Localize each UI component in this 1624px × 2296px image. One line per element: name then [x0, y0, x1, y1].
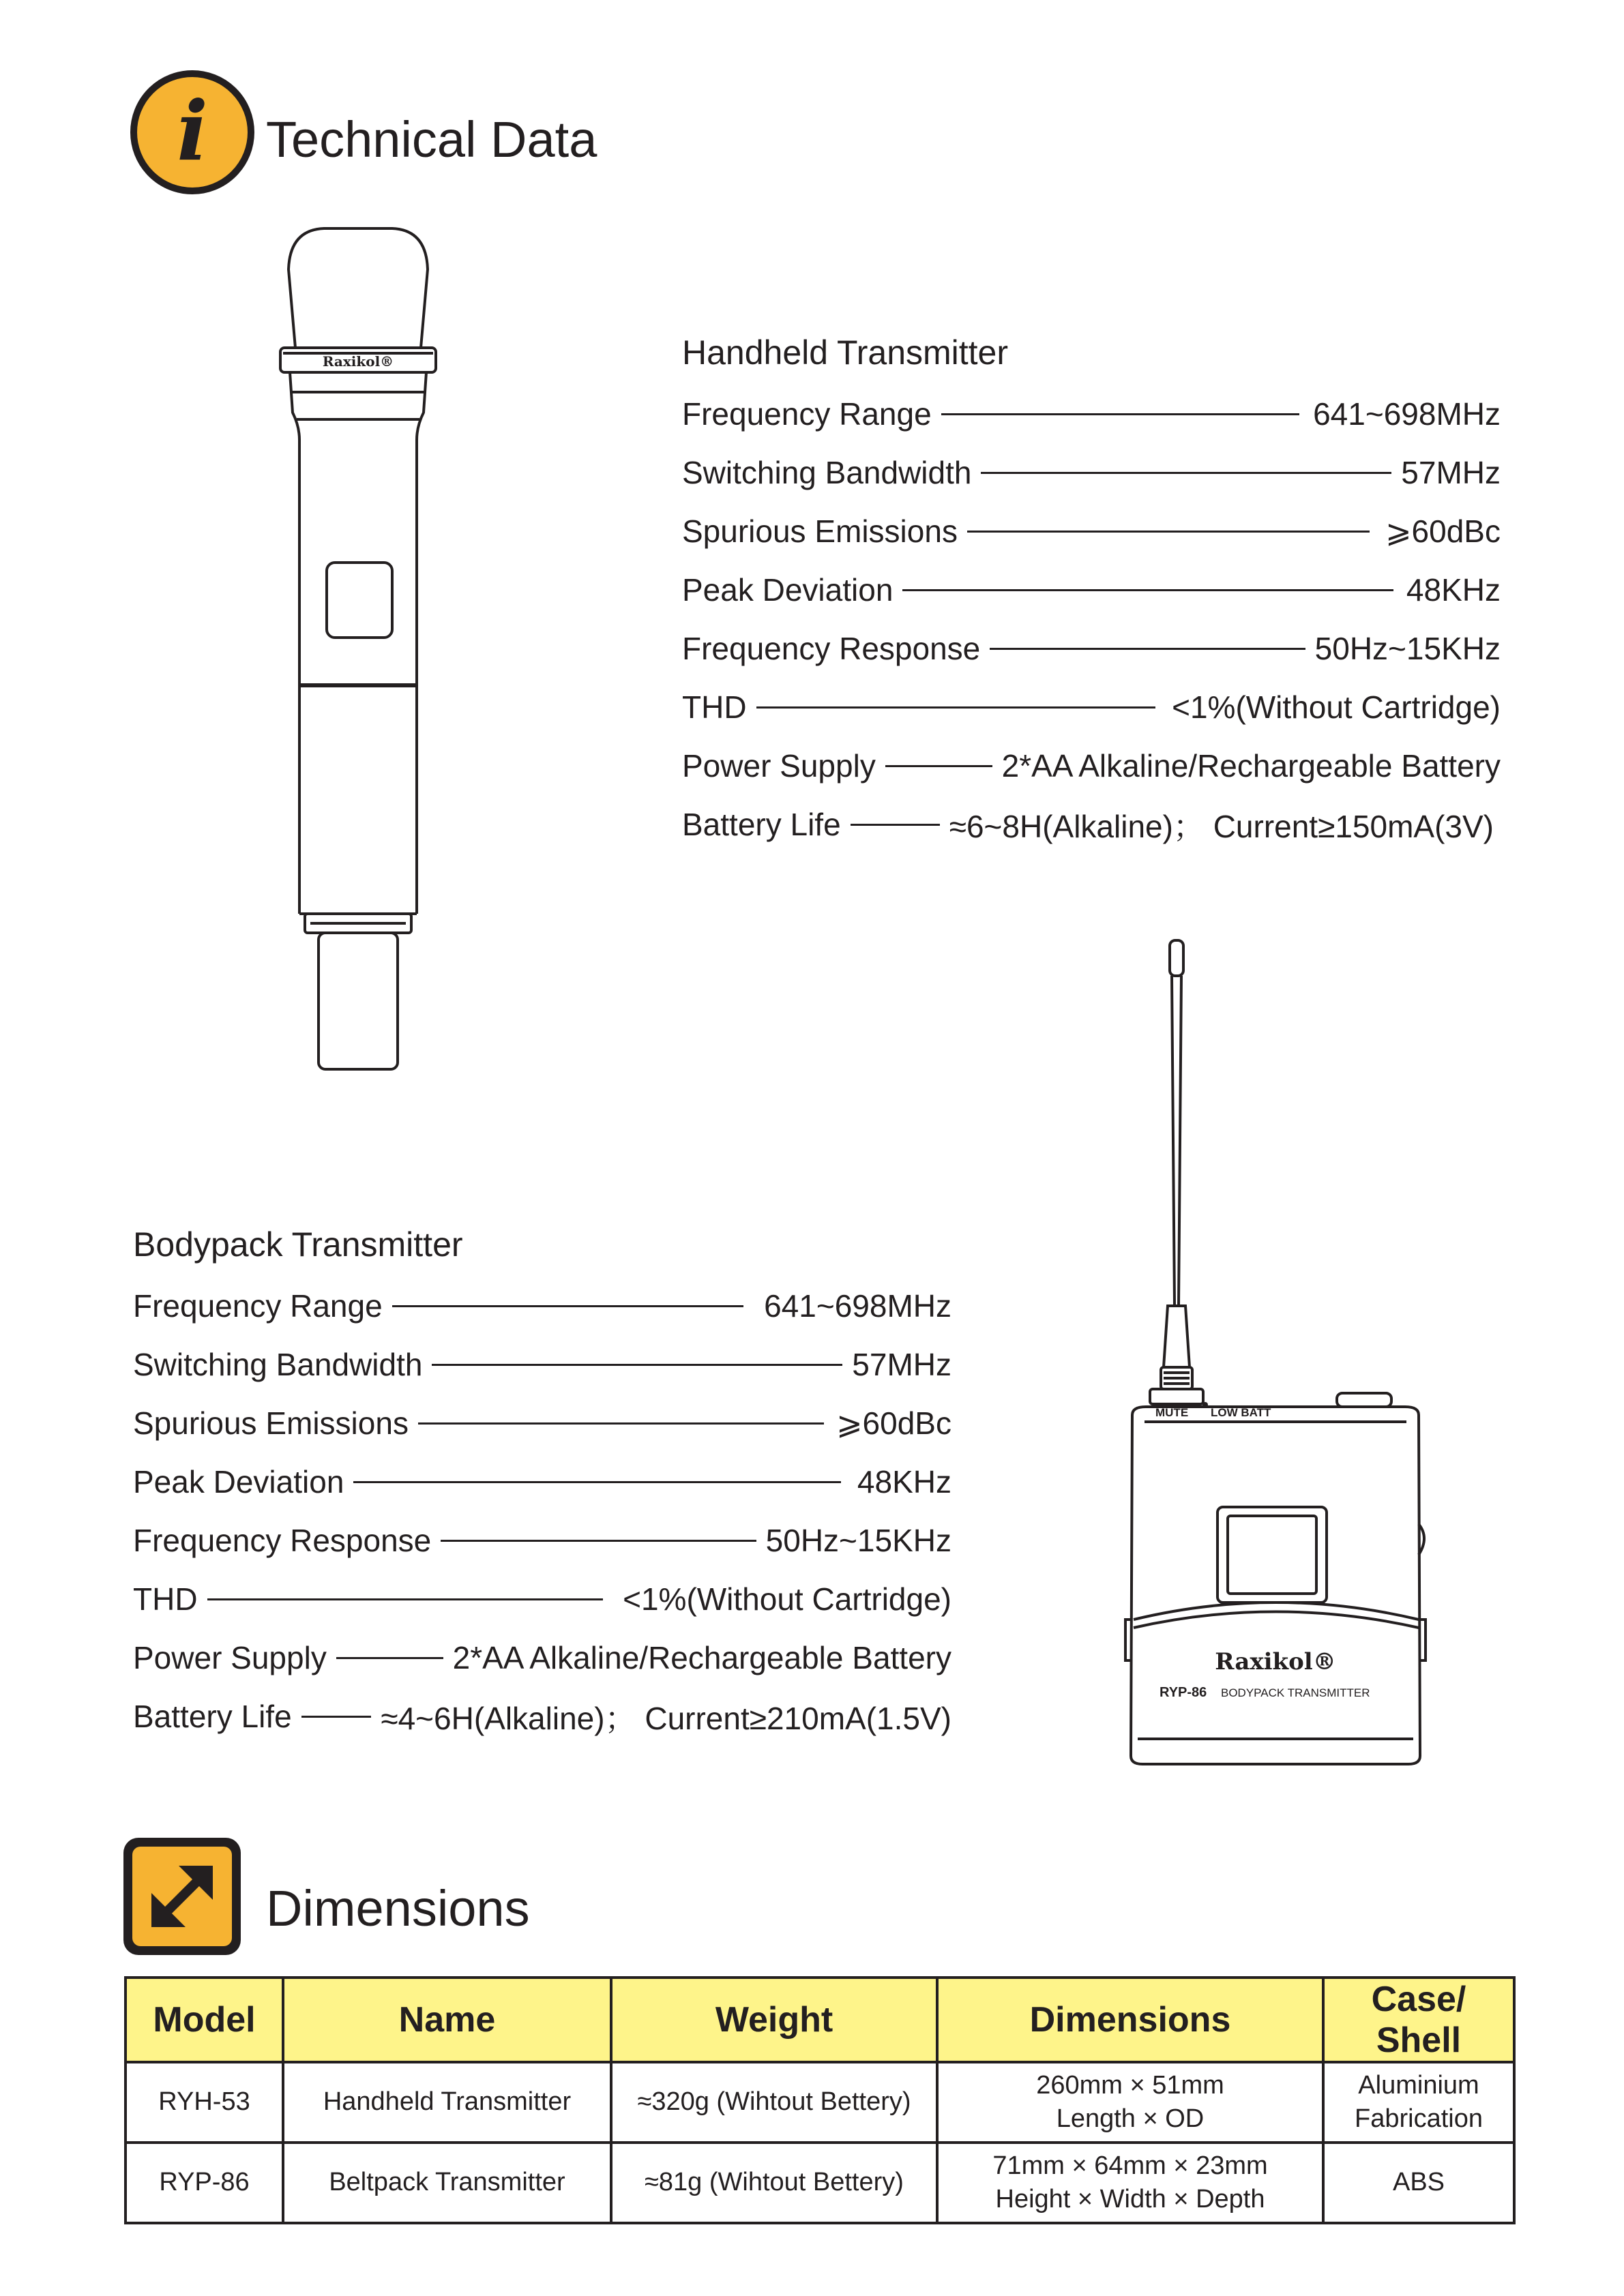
spec-value: 2*AA Alkaline/Rechargeable Battery — [452, 1640, 951, 1675]
spec-row — [133, 1461, 951, 1502]
case-cell — [1323, 2062, 1514, 2143]
spec-row — [133, 1520, 951, 1561]
spec-label: Power Supply — [682, 748, 876, 784]
table-header-row — [126, 1978, 1514, 2062]
spec-row — [133, 1403, 951, 1444]
spec-label: Battery Life — [133, 1699, 292, 1734]
spec-value: ⩾60dBc — [836, 1405, 951, 1441]
resize-arrows-icon — [120, 1834, 244, 1958]
weight-cell: ≈81g (Wihtout Bettery) — [611, 2143, 937, 2223]
spec-value: 641~698MHz — [764, 1288, 951, 1324]
leader-line — [902, 589, 1393, 591]
spec-value: <1%(Without Cartridge) — [623, 1581, 951, 1617]
spec-value: ≈6~8H(Alkaline)； Current≥150mA(3V) — [949, 809, 1494, 844]
leader-line — [207, 1598, 603, 1600]
leader-line — [981, 472, 1391, 474]
dimensions-description: Height × Width × Depth — [995, 2185, 1265, 2213]
column-header: Name — [283, 1978, 611, 2062]
spec-label: Frequency Range — [133, 1288, 383, 1324]
leader-line — [441, 1540, 756, 1542]
leader-line — [756, 706, 1155, 709]
spec-value: 57MHz — [852, 1347, 951, 1382]
spec-value: 57MHz — [1401, 455, 1501, 490]
spec-row — [682, 804, 1494, 845]
leader-line — [418, 1422, 824, 1425]
spec-value: ⩾60dBc — [1385, 513, 1501, 549]
leader-line — [967, 531, 1370, 533]
spec-value: 50Hz~15KHz — [1314, 631, 1501, 666]
mute-label: MUTE — [1155, 1406, 1189, 1419]
spec-label: THD — [682, 689, 747, 725]
spec-row — [133, 1637, 951, 1678]
spec-label: Frequency Range — [682, 396, 932, 432]
column-header: Weight — [611, 1978, 937, 2062]
spec-row — [682, 569, 1501, 610]
model-cell: RYH-53 — [126, 2062, 283, 2143]
bodypack-model-label: RYP-86 — [1160, 1685, 1207, 1700]
spec-label: Battery Life — [682, 807, 841, 842]
spec-label: Frequency Response — [133, 1523, 432, 1558]
table-row — [126, 2143, 1514, 2223]
spec-row — [682, 687, 1501, 728]
spec-row — [682, 745, 1501, 786]
handheld-spec-title: Handheld Transmitter — [682, 333, 1009, 372]
leader-line — [353, 1481, 841, 1483]
spec-row — [682, 511, 1501, 552]
spec-label: Frequency Response — [682, 631, 981, 666]
spec-row — [133, 1579, 951, 1620]
svg-text:i: i — [177, 83, 208, 179]
leader-line — [301, 1716, 372, 1718]
spec-value: <1%(Without Cartridge) — [1172, 689, 1501, 725]
spec-label: Switching Bandwidth — [682, 455, 972, 490]
table-row — [126, 2062, 1514, 2143]
case-cell — [1323, 2143, 1514, 2223]
leader-line — [851, 824, 940, 826]
handheld-brand-logo: Raxikol® — [322, 353, 394, 370]
column-header: Model — [126, 1978, 283, 2062]
dimensions-cell — [937, 2143, 1323, 2223]
dimensions-value: 260mm × 51mm — [1036, 2070, 1224, 2100]
leader-line — [392, 1305, 743, 1307]
dimensions-description: Length × OD — [1056, 2104, 1205, 2133]
spec-label: Spurious Emissions — [682, 513, 958, 549]
technical-data-title: Technical Data — [266, 111, 597, 168]
spec-row — [682, 628, 1501, 669]
name-cell: Beltpack Transmitter — [283, 2143, 611, 2223]
spec-value: 50Hz~15KHz — [765, 1523, 951, 1558]
spec-label: Peak Deviation — [682, 572, 894, 608]
spec-value: ≈4~6H(Alkaline)； Current≥210mA(1.5V) — [381, 1701, 951, 1736]
bodypack-caption: BODYPACK TRANSMITTER — [1221, 1686, 1370, 1699]
leader-line — [432, 1364, 842, 1366]
spec-label: Peak Deviation — [133, 1464, 344, 1500]
leader-line — [990, 648, 1305, 650]
bodypack-spec-title: Bodypack Transmitter — [133, 1225, 463, 1264]
name-cell: Handheld Transmitter — [283, 2062, 611, 2143]
spec-value: 641~698MHz — [1313, 396, 1501, 432]
spec-row — [133, 1696, 951, 1737]
spec-label: Spurious Emissions — [133, 1405, 409, 1441]
spec-value: 2*AA Alkaline/Rechargeable Battery — [1001, 748, 1501, 784]
column-header: Case/ Shell — [1323, 1978, 1514, 2062]
handheld-transmitter-illustration — [269, 222, 447, 1081]
spec-row — [133, 1285, 951, 1326]
spec-row — [682, 393, 1501, 434]
case-line: Aluminium — [1358, 2070, 1479, 2100]
dimensions-cell — [937, 2062, 1323, 2143]
leader-line — [941, 413, 1299, 415]
spec-label: Switching Bandwidth — [133, 1347, 423, 1382]
low-batt-label: LOW BATT — [1211, 1406, 1271, 1419]
case-line: Fabrication — [1355, 2104, 1483, 2133]
model-cell: RYP-86 — [126, 2143, 283, 2223]
case-line: ABS — [1392, 2168, 1445, 2197]
spec-row — [133, 1344, 951, 1385]
weight-cell: ≈320g (Wihtout Bettery) — [611, 2062, 937, 2143]
spec-label: Power Supply — [133, 1640, 327, 1675]
dimensions-value: 71mm × 64mm × 23mm — [992, 2151, 1268, 2180]
bodypack-brand-logo: Raxikol® — [1215, 1648, 1336, 1675]
leader-line — [885, 765, 992, 767]
spec-label: THD — [133, 1581, 198, 1617]
leader-line — [336, 1657, 443, 1659]
dimensions-table — [124, 1976, 1516, 2224]
spec-value: 48KHz — [857, 1464, 951, 1500]
column-header: Dimensions — [937, 1978, 1323, 2062]
dimensions-title: Dimensions — [266, 1880, 530, 1937]
spec-value: 48KHz — [1406, 572, 1501, 608]
info-icon — [130, 70, 255, 195]
spec-row — [682, 452, 1501, 493]
bodypack-transmitter-illustration — [1119, 938, 1432, 1790]
